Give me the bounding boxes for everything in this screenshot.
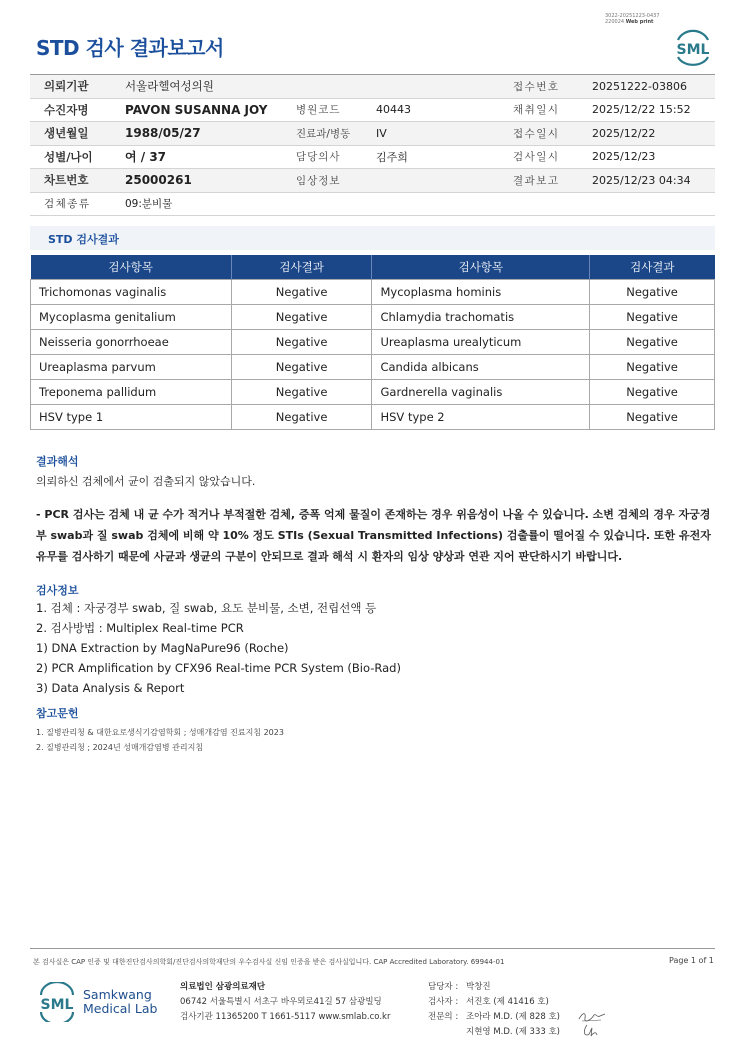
print-code-line1: 3022-20251223-0437	[605, 13, 660, 19]
staff-role: 담당자 :	[428, 982, 459, 992]
test-result: Negative	[590, 279, 715, 304]
reference-line: 1. 질병관리청 & 대한요로생식기감염학회 ; 성매개감염 진료지침 2023	[36, 728, 284, 737]
collection-time: 2025/12/22 15:52	[592, 103, 691, 117]
sml-logo-icon	[37, 982, 77, 1022]
staff-name: 지현영 M.D. (제 333 호)	[466, 1027, 561, 1037]
patient-info-table	[30, 74, 715, 216]
test-date: 2025/12/23	[592, 150, 656, 164]
table-row	[31, 354, 715, 379]
label-department: 진료과/병동	[296, 127, 351, 140]
results-header-row	[31, 255, 715, 279]
info-row	[30, 122, 715, 146]
label-sex-age: 성별/나이	[44, 149, 93, 164]
label-collection-time: 채취일시	[513, 104, 560, 117]
page-number: Page 1 of 1	[669, 956, 714, 965]
label-chart-number: 차트번호	[44, 173, 89, 188]
label-patient-name: 수진자명	[44, 102, 89, 117]
table-row	[31, 379, 715, 404]
sex-age: 여 / 37	[125, 150, 167, 165]
test-item: Trichomonas vaginalis	[31, 279, 232, 304]
test-item: Mycoplasma hominis	[372, 279, 590, 304]
test-info-heading: 검사정보	[36, 584, 79, 597]
page-title: STD 검사 결과보고서	[36, 36, 224, 60]
label-hospital-code: 병원코드	[296, 104, 341, 117]
test-result: Negative	[590, 379, 715, 404]
staff-row	[428, 1025, 560, 1040]
test-item: HSV type 2	[372, 404, 590, 429]
interpretation-summary: 의뢰하신 검체에서 균이 검출되지 않았습니다.	[36, 475, 256, 488]
test-item: Gardnerella vaginalis	[372, 379, 590, 404]
doctor: 김주희	[376, 150, 408, 164]
results-table	[30, 255, 715, 430]
corporation-name: 의료법인 삼광의료재단	[180, 982, 266, 992]
staff-name: 박창진	[466, 982, 491, 992]
test-item: HSV type 1	[31, 404, 232, 429]
info-row	[30, 169, 715, 193]
results-section-bar	[30, 226, 715, 250]
test-result: Negative	[231, 329, 372, 354]
info-row	[30, 75, 715, 99]
requesting-institution: 서울라헬여성의원	[125, 79, 214, 94]
label-clinical-info: 임상정보	[296, 174, 341, 187]
test-result: Negative	[231, 379, 372, 404]
staff-name: 조아라 M.D. (제 828 호)	[466, 1012, 561, 1022]
corporation-info	[180, 980, 390, 1025]
footer-divider	[30, 948, 715, 949]
references-heading: 참고문헌	[36, 707, 79, 720]
interpretation-heading: 결과해석	[36, 455, 79, 468]
label-specimen-type: 검체종류	[44, 198, 91, 211]
department: IV	[376, 126, 387, 140]
test-item: Mycoplasma genitalium	[31, 304, 232, 329]
header-test-result: 검사결과	[590, 255, 715, 279]
patient-name: PAVON SUSANNA JOY	[125, 102, 268, 117]
test-result: Negative	[231, 279, 372, 304]
staff-role: 전문의 :	[428, 1012, 459, 1022]
sml-logo-icon	[672, 26, 714, 66]
test-info-line: 2. 검사방법 : Multiplex Real-time PCR	[36, 621, 244, 635]
test-item: Neisseria gonorrhoeae	[31, 329, 232, 354]
staff-row	[428, 980, 560, 995]
label-receipt-date: 접수일시	[513, 127, 560, 140]
header-test-item: 검사항목	[372, 255, 590, 279]
test-info-list	[36, 598, 401, 698]
receipt-date: 2025/12/22	[592, 126, 656, 140]
print-code-number: 220024	[605, 19, 625, 25]
test-item: Candida albicans	[372, 354, 590, 379]
print-code-label: Web print	[625, 19, 654, 25]
table-row	[31, 304, 715, 329]
test-result: Negative	[231, 354, 372, 379]
header-test-result: 검사결과	[231, 255, 372, 279]
interpretation-note: - PCR 검사는 검체 내 균 수가 적거나 부적절한 검체, 증폭 억제 물질이 존재하는 경우 위음성이 나올 수 있습니다. 소변 검체의 경우 자궁경부 swab과 질 swab 검체에 비해 약 10% 정도 STIs (Sexual Transmitted Infections) 검출률이 떨어질 수 있습니다. 또한 유전자 유무를 검사하기 때문에 사균과 생균의 구분이 안되므로 결과 해석 시 환자의 임상 양상과 연관 지어 판단하시기 바랍니다.	[36, 508, 711, 563]
label-doctor: 담당의사	[296, 151, 341, 164]
brand-line1: Samkwang	[83, 987, 152, 1002]
info-row	[30, 146, 715, 170]
info-row	[30, 193, 715, 217]
test-item: Ureaplasma parvum	[31, 354, 232, 379]
test-info-line: 3) Data Analysis & Report	[36, 681, 185, 695]
staff-info	[428, 980, 560, 1040]
table-row	[31, 279, 715, 304]
signature-icon	[581, 1023, 603, 1039]
logo-text: SML	[676, 42, 710, 58]
test-result: Negative	[590, 304, 715, 329]
specimen-type: 09:분비물	[125, 198, 173, 211]
header-test-item: 검사항목	[31, 255, 232, 279]
corporation-address: 06742 서울특별시 서초구 바우뫼로41길 57 삼광빌딩	[180, 997, 382, 1007]
test-info-line: 2) PCR Amplification by CFX96 Real-time PCR System (Bio-Rad)	[36, 661, 401, 675]
table-row	[31, 329, 715, 354]
result-report: 2025/12/23 04:34	[592, 173, 691, 187]
staff-row	[428, 1010, 560, 1025]
info-row	[30, 99, 715, 123]
test-item: Ureaplasma urealyticum	[372, 329, 590, 354]
staff-role	[428, 1025, 466, 1040]
label-requesting-institution: 의뢰기관	[44, 79, 89, 94]
chart-number: 25000261	[125, 173, 192, 188]
table-row	[31, 404, 715, 429]
brand-name	[83, 988, 157, 1016]
test-result: Negative	[231, 304, 372, 329]
test-item: Chlamydia trachomatis	[372, 304, 590, 329]
test-item: Treponema pallidum	[31, 379, 232, 404]
logo-text: SML	[40, 997, 74, 1013]
accreditation-note: 본 검사실은 CAP 인증 및 대한진단검사의학회/진단검사의학재단의 우수검사실 신임 인증을 받은 검사실입니다. CAP Accredited Laboratory. 69944-01	[33, 958, 505, 966]
corporation-contact: 검사기관 11365200 T 1661-5117 www.smlab.co.kr	[180, 1012, 391, 1022]
print-code	[605, 13, 685, 25]
label-birth-date: 생년월일	[44, 126, 89, 141]
birth-date: 1988/05/27	[125, 126, 201, 141]
test-result: Negative	[590, 404, 715, 429]
reference-line: 2. 질병관리청 ; 2024년 성매개감염병 관리지침	[36, 743, 204, 752]
label-result-report: 결과보고	[513, 174, 560, 187]
test-info-line: 1. 검체 : 자궁경부 swab, 질 swab, 요도 분비물, 소변, 전립선액 등	[36, 601, 377, 615]
signature-icon	[577, 1010, 607, 1024]
label-receipt-number: 접수번호	[513, 80, 560, 93]
test-result: Negative	[590, 329, 715, 354]
test-result: Negative	[590, 354, 715, 379]
label-test-date: 검사일시	[513, 151, 560, 164]
test-result: Negative	[231, 404, 372, 429]
references-list	[36, 725, 284, 755]
results-section-title: STD 검사결과	[48, 233, 119, 246]
brand-line2: Medical Lab	[83, 1001, 158, 1016]
staff-role: 검사자 :	[428, 997, 459, 1007]
hospital-code: 40443	[376, 103, 411, 117]
test-info-line: 1) DNA Extraction by MagNaPure96 (Roche)	[36, 641, 289, 655]
staff-row	[428, 995, 560, 1010]
receipt-number: 20251222-03806	[592, 79, 687, 93]
staff-name: 서진호 (제 41416 호)	[466, 997, 549, 1007]
